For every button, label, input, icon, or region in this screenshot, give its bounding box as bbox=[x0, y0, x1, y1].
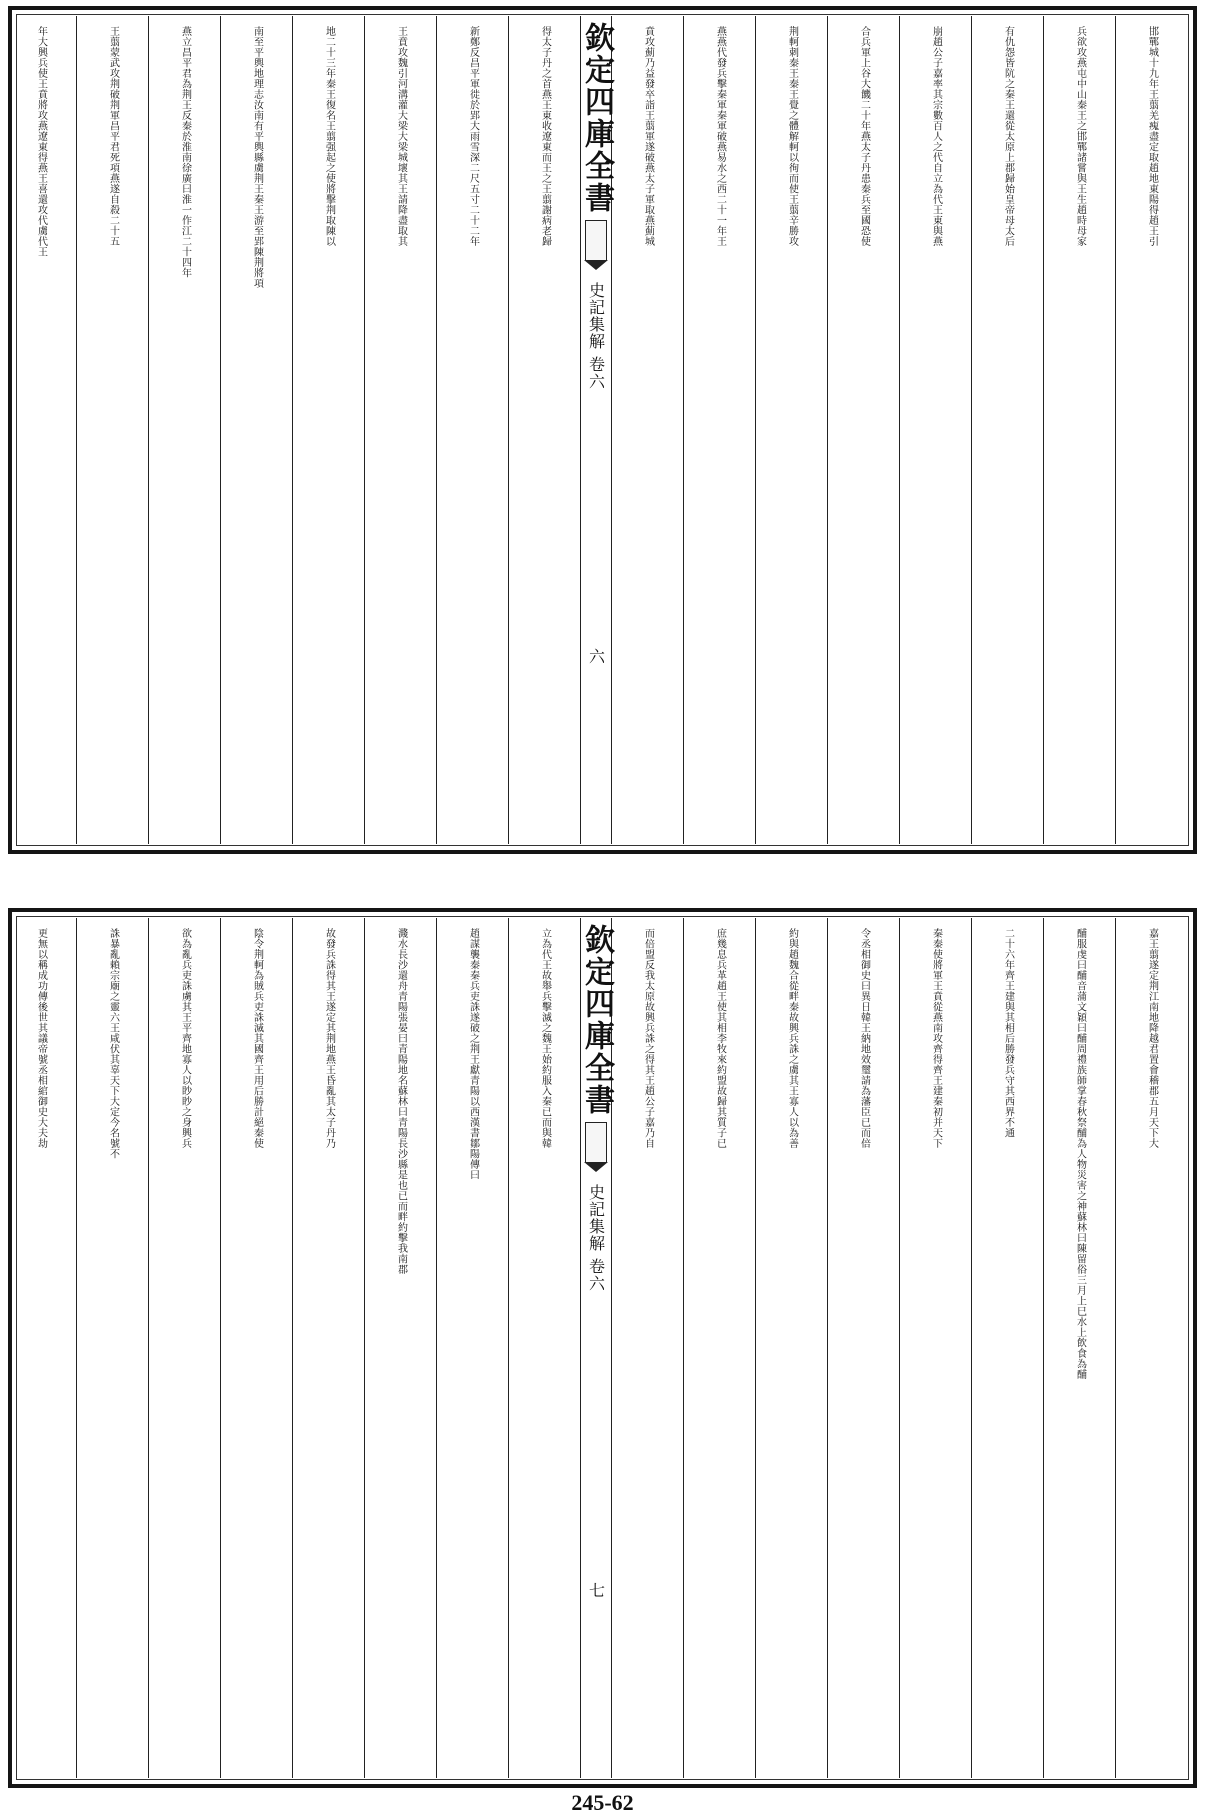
fish-tail-mark-icon bbox=[585, 220, 607, 260]
text-column: 得太子丹之首燕王東收遼東而王之王翦謝病老歸 bbox=[508, 16, 580, 844]
annotation-column: 濺水長沙還舟青陽張晏曰青陽地名蘇林曰青陽長沙縣是也已而畔約擊我南郡 bbox=[364, 918, 436, 1778]
text-column: 南至平輿地理志汝南有平輿縣虜荆王秦王游至郢陳荆將項 bbox=[220, 16, 292, 844]
text-column: 燕燕代發兵擊秦軍秦軍破燕易水之西二十一年王 bbox=[683, 16, 755, 844]
page-number: 245-62 bbox=[571, 1790, 634, 1815]
top-columns bbox=[18, 16, 1187, 844]
text-column: 趙謀襲秦秦兵吏誅遂破之荆王獻青陽以西漢書鄒陽傳曰 bbox=[436, 918, 508, 1778]
text-column: 燕立昌平君為荆王反秦於淮南徐廣曰淮一作江二十四年 bbox=[148, 16, 220, 844]
text-column: 更無以稱成功傳後世其議帝號丞相綰御史大夫劫 bbox=[35, 928, 47, 1149]
text-column: 年大興兵使王賁將攻燕遼東得燕王喜還攻代虜代王 bbox=[35, 26, 47, 257]
text-column: 王翦蒙武攻荆破荆軍昌平君死項燕遂自殺二十五 bbox=[76, 16, 148, 844]
text-column: 王賁攻魏引河溝灌大梁大梁城壞其王請降盡取其 bbox=[364, 16, 436, 844]
gutter-title: 欽定四庫全書 bbox=[579, 924, 614, 1116]
text-column: 兵欲攻燕屯中山秦王之邯鄲諸嘗與王生趙時母家 bbox=[1043, 16, 1115, 844]
text-column: 而倍盟反我太原故興兵誅之得其王趙公子嘉乃自 bbox=[642, 928, 654, 1149]
top-page-panel bbox=[8, 6, 1197, 854]
text-column: 立為代王故舉兵擊滅之魏王始約服入秦已而與韓 bbox=[508, 918, 580, 1778]
gutter-title: 欽定四庫全書 bbox=[579, 22, 614, 214]
text-column: 荆軻刺秦王秦王覺之體解軻以徇而使王翦辛勝攻 bbox=[755, 16, 827, 844]
text-column: 合兵軍上谷大饑二十年燕太子丹患秦兵至國恐使 bbox=[827, 16, 899, 844]
text-column: 邯鄲城十九年王翦羌瘣盡定取趙地東陽得趙王引 bbox=[1115, 16, 1187, 844]
text-column: 有仇怨皆阬之秦王還從太原上郡歸始皇帝母太后 bbox=[971, 16, 1043, 844]
text-column: 故發兵誅得其王遂定其荆地燕王昏亂其太子丹乃 bbox=[292, 918, 364, 1778]
text-column: 陰令荆軻為賊兵吏誅滅其國齊王用后勝計絕秦使 bbox=[220, 918, 292, 1778]
text-column: 秦秦使將軍王賁從燕南攻齊得齊王建秦初并天下 bbox=[899, 918, 971, 1778]
text-column: 欲為亂兵吏誅虜其王平齊地寡人以眇眇之身興兵 bbox=[148, 918, 220, 1778]
bottom-left-half bbox=[5, 918, 580, 1778]
text-column: 令丞相御史曰異日韓王納地效璽請為藩臣已而倍 bbox=[827, 918, 899, 1778]
text-column: 庶幾息兵革趙王使其相李牧來約盟故歸其質子已 bbox=[683, 918, 755, 1778]
bottom-page-panel bbox=[8, 908, 1197, 1788]
text-column: 地二十三年秦王復名王翦强起之使將擊荆取陳以 bbox=[292, 16, 364, 844]
gutter-page-number: 七 bbox=[586, 1582, 606, 1598]
gutter-book-title: 史記集解 卷六 bbox=[586, 1184, 606, 1293]
text-column: 新鄭反昌平軍徙於郢大雨雪深二尺五寸二十二年 bbox=[436, 16, 508, 844]
annotation-column: 酺服虔曰酺音蒲文穎曰酺周禮族師掌春秋祭酺為人物災害之神蘇林曰陳留俗三月上巳水上飲食為酺 bbox=[1043, 918, 1115, 1778]
top-left-half bbox=[5, 16, 580, 844]
text-column: 嘉王翦遂定荆江南地降越君置會稽郡五月天下大 bbox=[1115, 918, 1187, 1778]
bottom-columns bbox=[18, 918, 1187, 1778]
text-column: 誅暴亂賴宗廟之靈六王咸伏其辜天下大定今名號不 bbox=[76, 918, 148, 1778]
gutter-book-title: 史記集解 卷六 bbox=[586, 282, 606, 391]
text-column: 賁攻薊乃益發卒詣王翦軍遂破燕太子軍取燕薊城 bbox=[642, 26, 654, 247]
text-column: 二十六年齊王建與其相后勝發兵守其西界不通 bbox=[971, 918, 1043, 1778]
bottom-right-half bbox=[612, 918, 1187, 1778]
text-column: 約與趙魏合從畔秦故興兵誅之虜其王寡人以為善 bbox=[755, 918, 827, 1778]
gutter-page-number: 六 bbox=[586, 648, 606, 664]
top-right-half bbox=[612, 16, 1187, 844]
center-gutter bbox=[580, 918, 612, 1778]
text-column: 崩趙公子嘉率其宗數百人之代自立為代王東與燕 bbox=[899, 16, 971, 844]
fish-tail-mark-icon bbox=[585, 1122, 607, 1162]
center-gutter bbox=[580, 16, 612, 844]
